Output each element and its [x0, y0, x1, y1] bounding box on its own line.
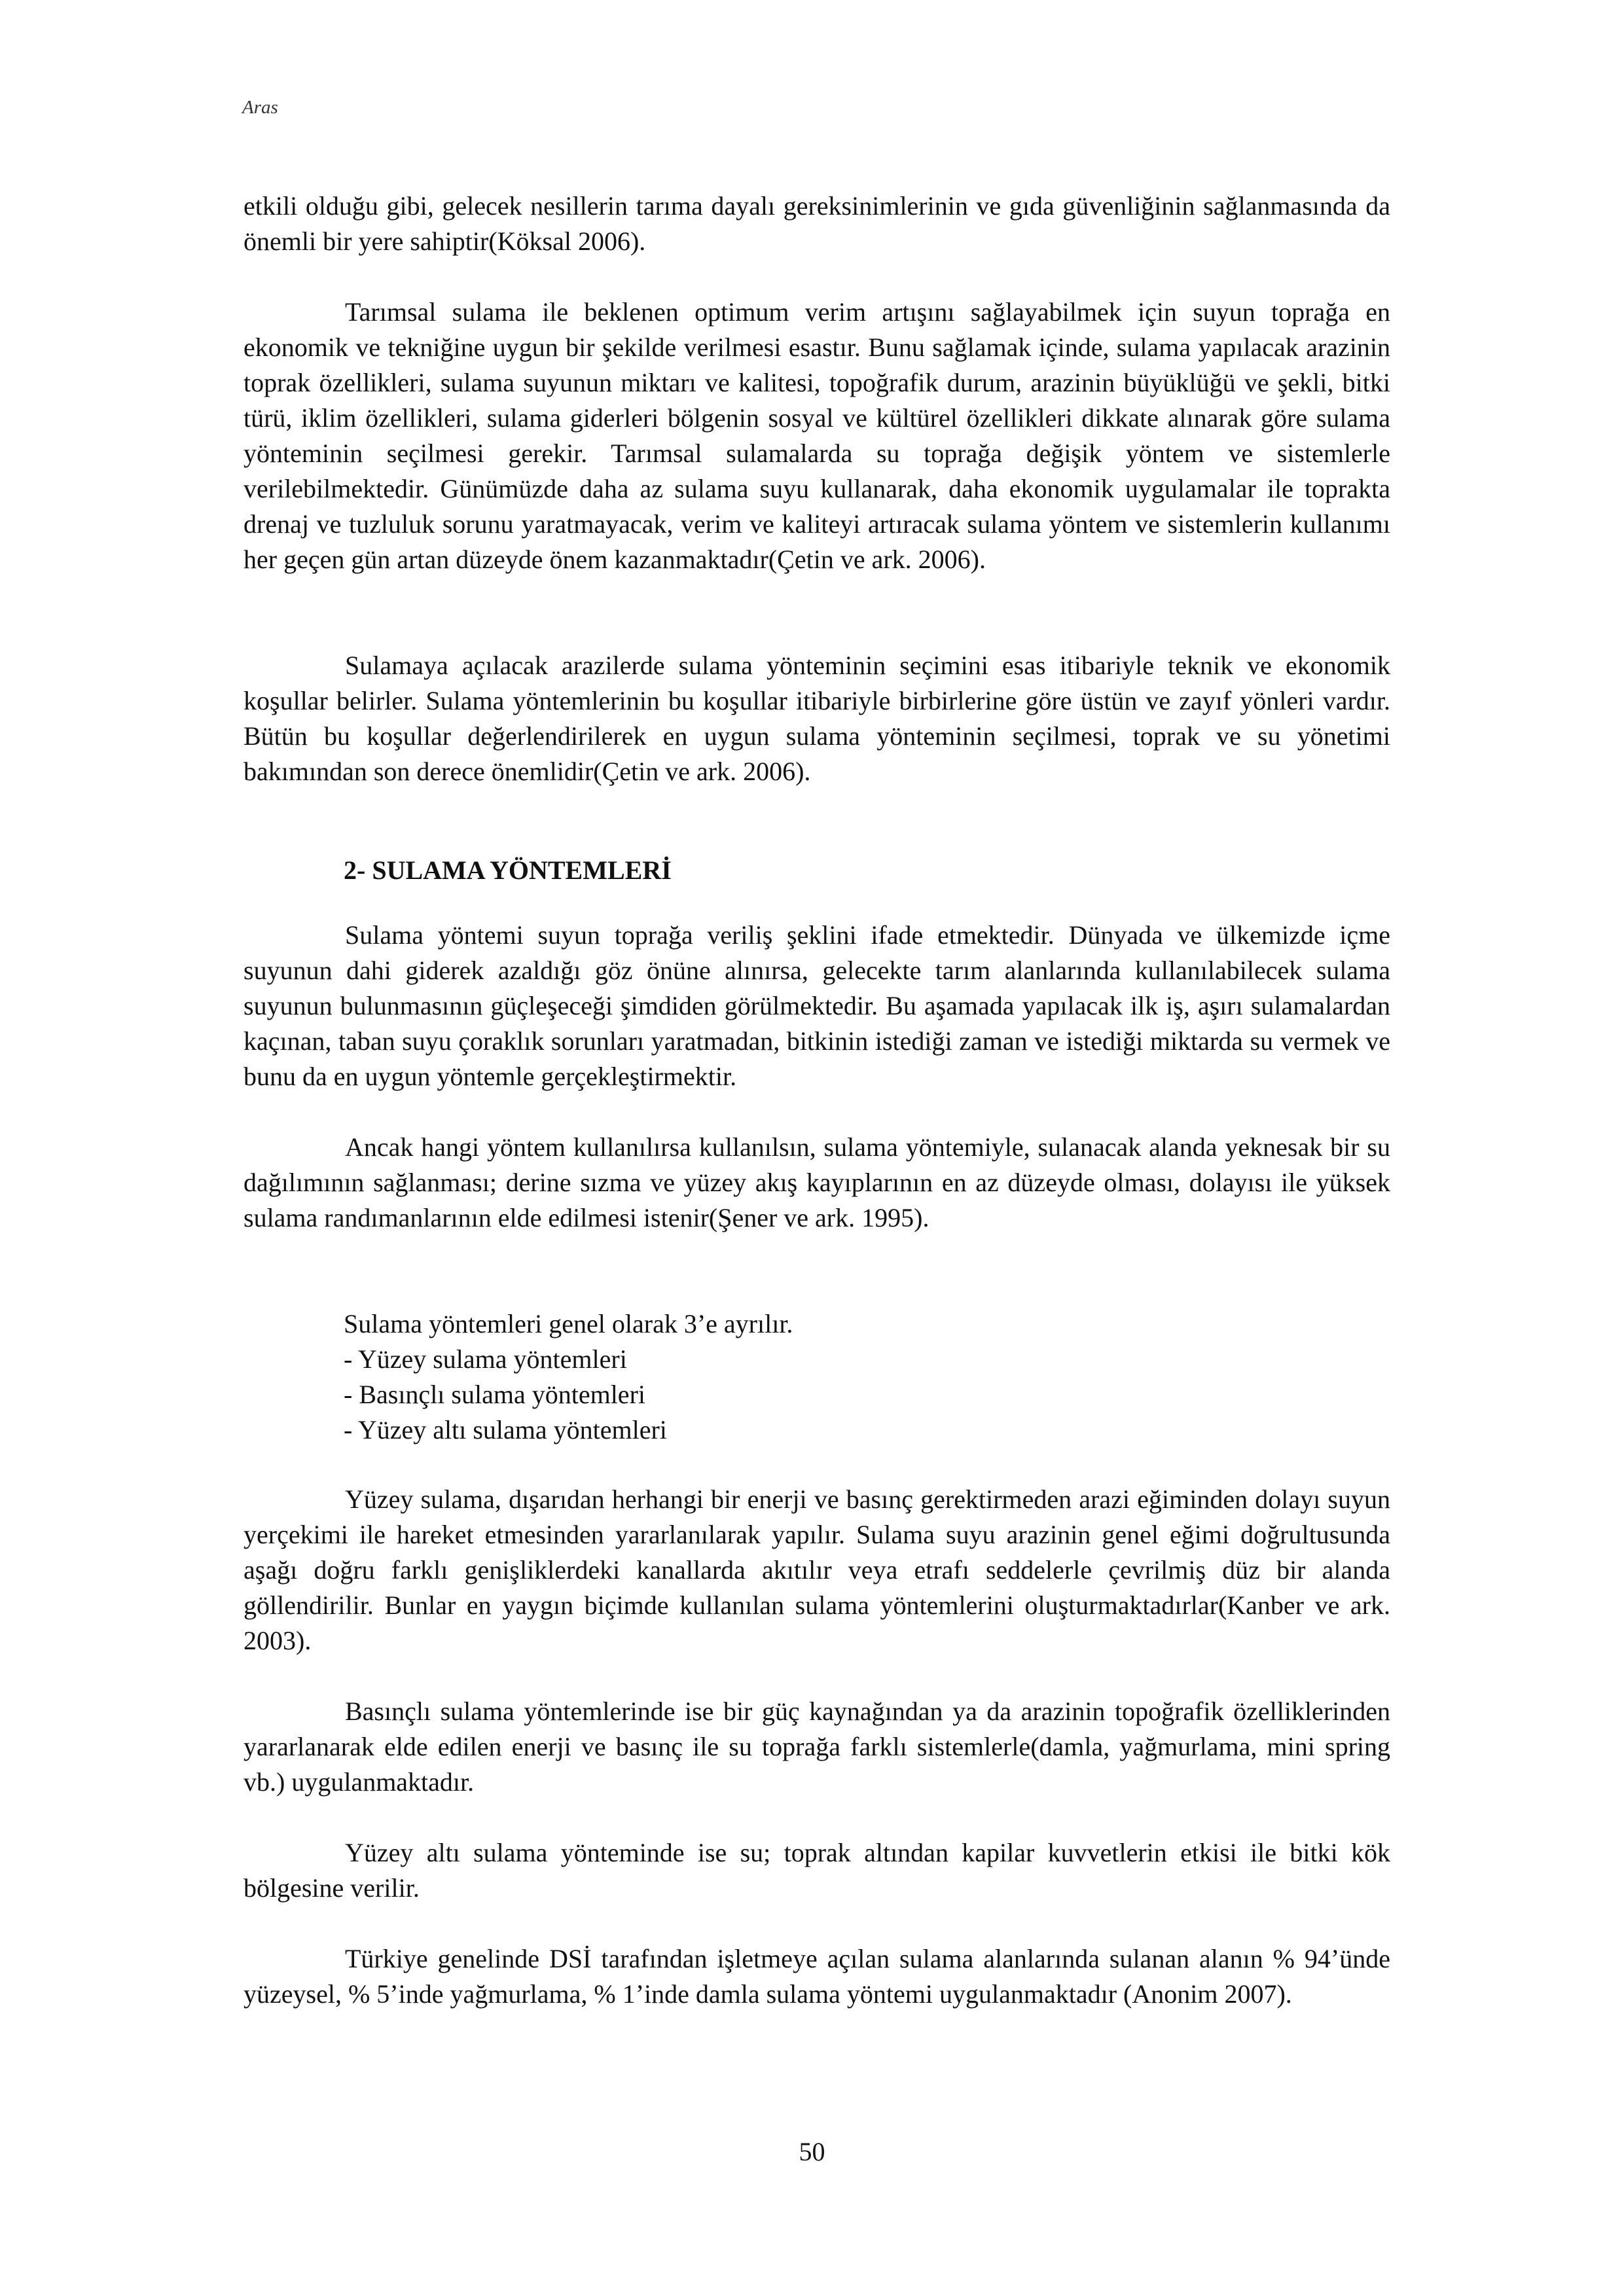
paragraph-irrigation-efficiency: Tarımsal sulama ile beklenen optimum verim artışını sağlayabilmek için suyun toprağa en ekonomik ve tekniğine uygun bir şekilde verilmesi esastır. Bunu sağlamak içinde, sulama yapılacak arazinin toprak özellikleri, sulama suyunun miktarı ve kalitesi, topoğrafik durum, arazinin büyüklüğü ve şekli, bitki türü, iklim özellikleri, sulama giderleri bölgenin sosyal ve kültürel özellikleri dikkate alınarak göre sulama yönteminin seçilmesi gerekir. Tarımsal sulamalarda su toprağa değişik yöntem ve sistemlerle verilebilmektedir. Günümüzde daha az sulama suyu kullanarak, daha ekonomik uygulamalar ile toprakta drenaj ve tuzluluk sorunu yaratmayacak, verim ve kaliteyi artıracak sulama yöntem ve sistemlerin kullanımı her geçen gün artan düzeyde önem kazanmaktadır(Çetin ve ark. 2006).	[244, 297, 1390, 574]
paragraph-method-definition: Sulama yöntemi suyun toprağa veriliş şeklini ifade etmektedir. Dünyada ve ülkemizde içme suyunun dahi giderek azaldığı göz önüne alınırsa, gelecekte tarım alanlarında kullanılabilecek sulama suyunun bulunmasının güçleşeceği şimdiden görülmektedir. Bu aşamada yapılacak ilk iş, aşırı sulamalardan kaçınan, taban suyu çoraklık sorunları yaratmadan, bitkinin istediği zaman ve istediği miktarda su vermek ve bunu da en uygun yöntemle gerçekleştirmektir.	[244, 920, 1390, 1091]
list-intro: Sulama yöntemleri genel olarak 3’e ayrılır.	[344, 1309, 793, 1338]
paragraph-surface-irrigation: Yüzey sulama, dışarıdan herhangi bir enerji ve basınç gerektirmeden arazi eğiminden dolayı suyun yerçekimi ile hareket etmesinden yararlanılarak yapılır. Sulama suyu arazinin genel eğimi doğrultusunda aşağı doğru farklı genişliklerdeki kanallarda akıtılır veya etrafı seddelerle çevrilmiş düz bir alanda göllendirilir. Bunlar en yaygın biçimde kullanılan sulama yöntemlerini oluşturmaktadırlar(Kanber ve ark. 2003).	[244, 1484, 1390, 1655]
list-item: - Basınçlı sulama yöntemleri	[344, 1380, 645, 1409]
paragraph-continuation: etkili olduğu gibi, gelecek nesillerin tarıma dayalı gereksinimlerinin ve gıda güvenliğinin sağlanmasında da önemli bir yere sahiptir(Köksal 2006).	[244, 191, 1390, 256]
list-item: - Yüzey sulama yöntemleri	[344, 1344, 627, 1374]
paragraph-method-selection: Sulamaya açılacak arazilerde sulama yönteminin seçimini esas itibariyle teknik ve ekonomik koşullar belirler. Sulama yöntemlerinin bu koşullar itibariyle birbirlerine göre üstün ve zayıf yönleri vardır. Bütün bu koşullar değerlendirilerek en uygun sulama yönteminin seçilmesi, toprak ve su yönetimi bakımından son derece önemlidir(Çetin ve ark. 2006).	[244, 651, 1390, 786]
methods-list	[344, 1306, 793, 1448]
section-heading: 2- SULAMA YÖNTEMLERİ	[344, 855, 672, 885]
paragraph-dsi-statistics: Türkiye genelinde DSİ tarafından işletmeye açılan sulama alanlarında sulanan alanın % 94’ünde yüzeysel, % 5’inde yağmurlama, % 1’inde damla sulama yöntemi uygulanmaktadır (Anonim 2007).	[244, 1944, 1390, 2009]
paragraph-pressurized-irrigation: Basınçlı sulama yöntemlerinde ise bir güç kaynağından ya da arazinin topoğrafik özelliklerinden yararlanarak elde edilen enerji ve basınç ile su toprağa farklı sistemlerle(damla, yağmurlama, mini spring vb.) uygulanmaktadır.	[244, 1696, 1390, 1797]
paragraph-subsurface-irrigation: Yüzey altı sulama yönteminde ise su; toprak altından kapilar kuvvetlerin etkisi ile bitki kök bölgesine verilir.	[244, 1838, 1390, 1903]
running-head: Aras	[242, 97, 278, 118]
paragraph-uniform-distribution: Ancak hangi yöntem kullanılırsa kullanılsın, sulama yöntemiyle, sulanacak alanda yeknesak bir su dağılımının sağlanması; derine sızma ve yüzey akış kayıplarının en az düzeyde olması, dolayısı ile yüksek sulama randımanlarının elde edilmesi istenir(Şener ve ark. 1995).	[244, 1132, 1390, 1232]
list-item: - Yüzey altı sulama yöntemleri	[344, 1415, 667, 1444]
page-number: 50	[799, 2137, 825, 2166]
